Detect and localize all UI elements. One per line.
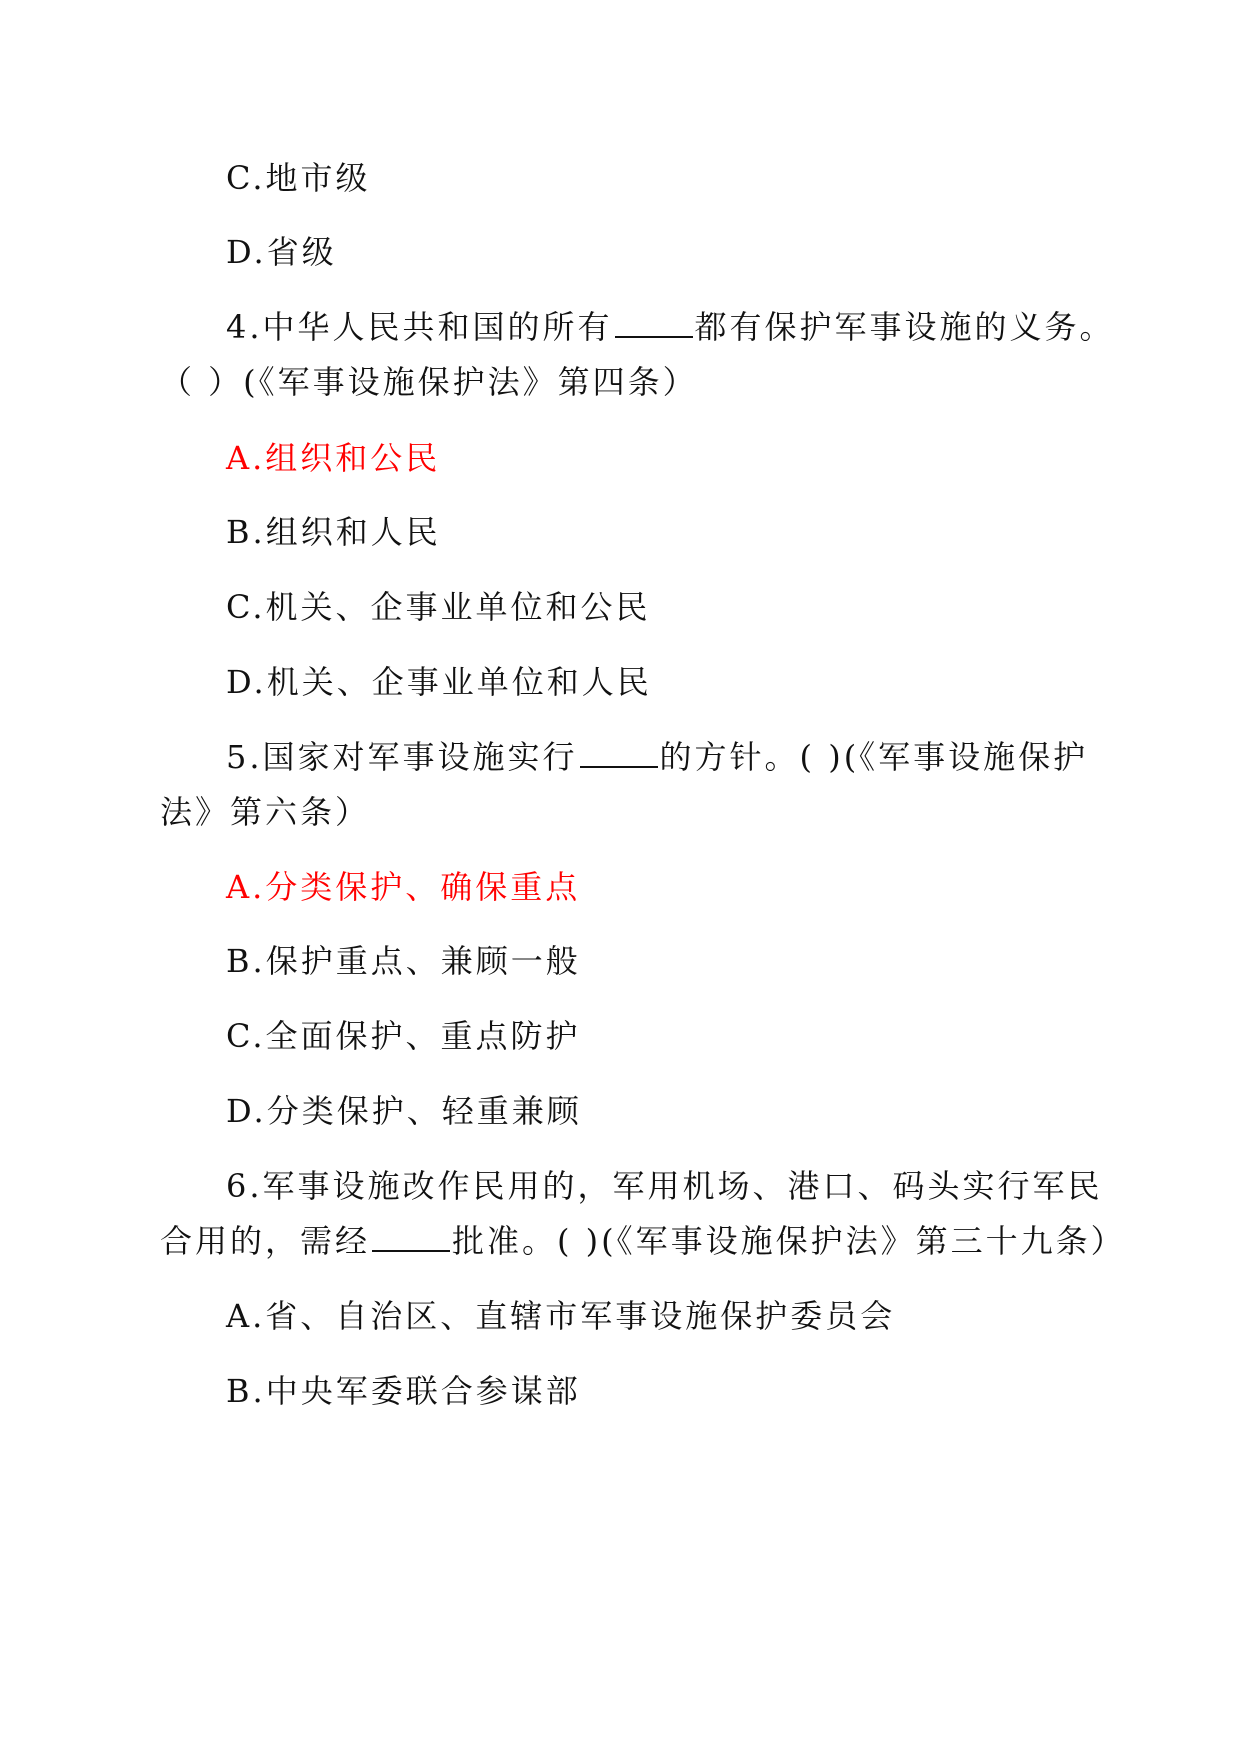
q6-blank (372, 1222, 450, 1252)
q4-stem-line2: （ ）(《军事设施保护法》第四条） (160, 363, 698, 401)
q4-blank (615, 308, 693, 338)
q5-stem-after: 的方针。( )(《军事设施保护 (659, 738, 1089, 776)
q4-option-d: D.机关、企事业单位和人民 (226, 663, 652, 701)
q5-blank (580, 738, 658, 768)
q5-stem-line1 (226, 737, 1088, 777)
q6-option-b: B.中央军委联合参谋部 (226, 1372, 581, 1410)
q4-stem-line1 (226, 307, 1115, 347)
q5-option-c: C.全面保护、重点防护 (226, 1017, 581, 1055)
q6-stem-line1: 6.军事设施改作民用的，军用机场、港口、码头实行军民 (226, 1167, 1103, 1205)
q6-stem-after: 批准。( )(《军事设施保护法》第三十九条） (452, 1222, 1126, 1260)
q5-stem-line2: 法》第六条） (160, 793, 371, 831)
q4-option-a-correct: A.组织和公民 (226, 439, 441, 477)
q4-option-c: C.机关、企事业单位和公民 (226, 588, 651, 626)
q3-option-d: D.省级 (226, 233, 337, 271)
q6-option-a: A.省、自治区、直辖市军事设施保护委员会 (226, 1297, 896, 1335)
q4-option-b: B.组织和人民 (226, 513, 441, 551)
q3-option-c: C.地市级 (226, 159, 371, 197)
q5-option-a-correct: A.分类保护、确保重点 (226, 868, 581, 906)
q5-stem-before: 5.国家对军事设施实行 (226, 738, 578, 776)
q6-stem-line2 (160, 1221, 1126, 1261)
q5-option-d: D.分类保护、轻重兼顾 (226, 1092, 582, 1130)
q6-stem-before: 合用的，需经 (160, 1222, 371, 1260)
q4-stem-after: 都有保护军事设施的义务。 (694, 308, 1115, 346)
q4-stem-before: 4.中华人民共和国的所有 (226, 308, 613, 346)
q5-option-b: B.保护重点、兼顾一般 (226, 942, 581, 980)
